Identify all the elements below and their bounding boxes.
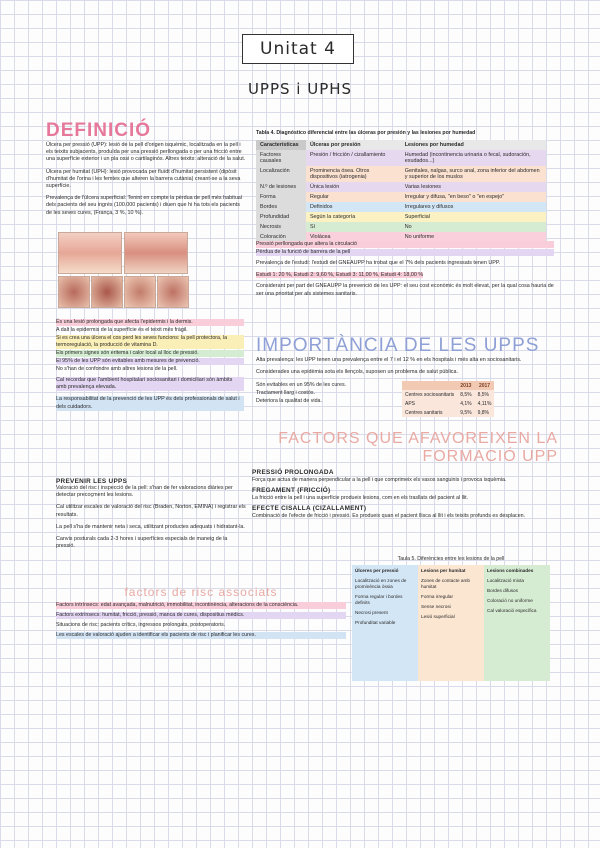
- colored-table-cell: Necrosi present: [355, 610, 388, 615]
- definicio-section: [46, 120, 246, 222]
- table-4-cell: Presión / fricción / cizallamiento: [306, 150, 401, 166]
- risc-line: Factors intrínsecs: edat avançada, malnutrició, immobilitat, incontinència, alteracions de la consciència.: [56, 602, 346, 609]
- skin-photo: [124, 276, 156, 308]
- prevenir-heading: PREVENIR LES UPPS: [56, 478, 128, 485]
- stats-cell: 4,1%: [457, 399, 474, 408]
- table-4-cell: Regular: [306, 192, 401, 202]
- table-4-cell: Superficial: [401, 212, 546, 222]
- skin-photo: [58, 276, 90, 308]
- stats-cell: APS: [402, 399, 457, 408]
- factor-item: [252, 505, 558, 520]
- factors-heading: FACTORS QUE AFAVOREIXEN LA FORMACIÓ UPP: [278, 430, 558, 465]
- stats-cell: 9,5%: [457, 408, 474, 417]
- table-4-cell: Profundidad: [256, 212, 306, 222]
- center-block: [256, 240, 554, 303]
- table-4-cell: N.º de lesiones: [256, 182, 306, 192]
- left-col-ambit: Cal recordar que l'ambient hospitalari sociosanitari i domiciliari són àmbits amb prevalença elevada.: [56, 377, 244, 391]
- definicio-p1: Úlcera per pressió (UPP): lesió de la pell d'origen isquèmic, localitzada en la pell i els teixits subjacents, produïda per una pressió perllongada o per una fricció entre una superfície exterior i un pla ossi o cartilaginós. Altres teixits: alteració de la salut.: [46, 142, 246, 163]
- table-4-header: Características: [256, 140, 306, 150]
- table-4-row: [256, 212, 546, 222]
- stats-header: 2013: [457, 381, 474, 390]
- table-4-cell: Localización: [256, 166, 306, 182]
- stats-cell: Centres sociosanitaris: [402, 390, 457, 399]
- table-4-caption: Tabla 4. Diagnóstico diferencial entre las úlceras por presión y las lesiones por humedad: [256, 130, 476, 136]
- table-4-grid: [256, 140, 546, 242]
- page-subtitle: UPPS i UPHS: [247, 80, 353, 98]
- table-4-cell: Varias lesiones: [401, 182, 546, 192]
- colored-table-cell: Localització en zones de prominència òssia: [355, 578, 407, 589]
- table-4-cell: Única lesión: [306, 182, 401, 192]
- colored-table: [352, 556, 550, 681]
- table-4-cell: Necrosis: [256, 222, 306, 232]
- prevenir-p: Cal utilitzar escales de valoració del risc (Braden, Norton, EMINA) i registrar els resultats.: [56, 504, 246, 518]
- importancia-bullet: Són evitables en un 95% de les cures.: [256, 382, 347, 389]
- left-col-bullet: Si es crea una úlcera el cos perd les seves funcions: la pell protectora, la termoregulació, la producció de vitamina D.: [56, 335, 244, 349]
- importancia-section: [256, 335, 554, 417]
- table-4-cell: Irregulares y difusos: [401, 202, 546, 212]
- left-col-bullet: A dalt la epidermis de la superfície és el teixit més fràgil.: [56, 327, 188, 333]
- colored-table-cell: Localització mixta: [487, 578, 524, 583]
- prevenir-p: Canvis posturals cada 2-3 hores i superfícies especials de maneig de la pressió.: [56, 536, 228, 550]
- table-4-cell: No: [401, 222, 546, 232]
- importancia-bullet: Deteriora la qualitat de vida.: [256, 398, 322, 405]
- stats-cell: Centres sanitaris: [402, 408, 457, 417]
- table-4-cell: Prominencia ósea. Otros dispositivos (iatrogenia): [306, 166, 401, 182]
- colored-table-cell: Forma regular i bordes definits: [355, 594, 403, 605]
- stats-cell: 4,11%: [475, 399, 495, 408]
- left-col-bullet: És una lesió prolongada que afecta l'epidermis i la dermis.: [56, 319, 244, 326]
- colored-table-col: [352, 565, 418, 681]
- importancia-heading: IMPORTÀNCIA DE LES UPPS: [256, 335, 540, 356]
- factor-text: Combinació de l'efecte de fricció i pressió. Es produeix quan el pacient llisca al llit i els teixits profunds es desplacen.: [252, 513, 526, 519]
- prevenir-p: Valoració del risc i inspecció de la pell: s'han de fer valoracions diàries per detectar precoçment les lesions.: [56, 485, 233, 499]
- risc-line: Factors extrínsecs: humitat, fricció, pressió, manca de cures, dispositius mèdics.: [56, 612, 346, 619]
- table-4-cell: Factores causales: [256, 150, 306, 166]
- skin-photo: [91, 276, 123, 308]
- center-p2: Considerant per part del GNEAUPP la prevenció de les UPP: el seu cost econòmic és molt elevat, per la qual cosa hauria de ser una prioritat per als sistemes sanitaris.: [256, 283, 554, 297]
- stats-header: [402, 381, 457, 390]
- factor-title: EFECTE CISALLA (CIZALLAMENT): [252, 505, 367, 512]
- colored-table-cell: Lesió superficial: [421, 614, 455, 619]
- table-4-cell: Irregular y difusa, "en beso" o "en espejo": [401, 192, 546, 202]
- stats-table: [402, 381, 494, 417]
- factor-item: [252, 487, 558, 502]
- prevenir-section: [56, 478, 246, 555]
- stats-row: [402, 408, 494, 417]
- left-col-bullet: No s'han de confondre amb altres lesions de la pell.: [56, 366, 178, 372]
- table-4-row: [256, 166, 546, 182]
- importancia-p1: Alta prevalença: les UPP tenen una prevalença entre el 7 i el 12 % en els hospitals i més alta en sociosanitaris.: [256, 357, 522, 363]
- colored-table-cell: Coloració no uniforme: [487, 598, 533, 603]
- colored-table-cell: Lesions combinades: [487, 568, 534, 573]
- factor-text: La fricció entre la pell i una superfície produeix lesions, com en els trasllats del pacient al llit.: [252, 495, 469, 501]
- colored-table-cell: Cal valoració específica: [487, 608, 537, 613]
- importancia-p2: Considerades una epidèmia sota els llençols, suposen un problema de salut pública.: [256, 369, 458, 376]
- definicio-heading: DEFINICIÓ: [46, 120, 152, 141]
- stats-header: 2017: [475, 381, 495, 390]
- stats-cell: 9,8%: [475, 408, 495, 417]
- factor-title: PRESSIÓ PROLONGADA: [252, 469, 334, 476]
- table-4-header: Úlceras por presión: [306, 140, 401, 150]
- colored-table-cell: Úlceres per pressió: [355, 568, 399, 573]
- center-line: Pèrdua de la funció de barrera de la pell: [256, 249, 554, 256]
- table-4-row: [256, 150, 546, 166]
- left-col-bullet: El 95% de les UPP són evitables amb mesures de prevenció.: [56, 358, 244, 365]
- colored-table-cell: Profunditat variable: [355, 620, 396, 625]
- center-p1: Prevalença de l'estudi: l'estudi del GNEAUPP ha trobat que el 7% dels pacients ingressats tenen UPP.: [256, 260, 501, 266]
- table-4-cell: Violácea: [306, 232, 401, 242]
- factor-text: Força que actua de manera perpendicular a la pell i que comprimeix els vasos sanguinis i provoca isquèmia.: [252, 477, 507, 483]
- table-4-row: [256, 182, 546, 192]
- table-4-cell: Sí: [306, 222, 401, 232]
- skin-photo: [157, 276, 189, 308]
- table-4-cell: Bordes: [256, 202, 306, 212]
- table-4-cell: No uniforme: [401, 232, 546, 242]
- skin-images: [58, 232, 188, 308]
- skin-diagram-image: [124, 232, 188, 274]
- risc-line: Les escales de valoració ajuden a identificar els pacients de risc i planificar les cures.: [56, 632, 346, 639]
- factor-item: [252, 469, 558, 484]
- factors-section: [240, 430, 558, 523]
- colored-table-col: [418, 565, 484, 681]
- colored-table-cell: Lesions per humitat: [421, 568, 466, 573]
- colored-table-cell: Forma irregular: [421, 594, 454, 599]
- stats-cell: 8,5%: [457, 390, 474, 399]
- table-4-row: [256, 202, 546, 212]
- colored-table-caption: Taula 5. Diferències entre les lesions de la pell: [397, 556, 505, 562]
- center-highlight: Estudi 1: 20 %, Estudi 2: 9,60 %, Estudi 3: 11,00 %, Estudi 4: 18,00 %: [256, 272, 424, 279]
- table-4-header: Lesiones por humedad: [401, 140, 546, 150]
- definicio-p3: Prevalença de l'úlcera superficial: Tenint en compte la pèrdua de pell més habitual dels pacients del seu ingrés (100.000 pacients) i diuen que hi ha tots els pacients de les seves cures, (França, 3 %, 10 %).: [46, 195, 243, 216]
- page-title: Unitat 4: [242, 34, 354, 64]
- colored-table-cell: Bordes difusos: [487, 588, 519, 593]
- table-4-cell: Según la categoría: [306, 212, 401, 222]
- left-column: [56, 318, 244, 416]
- table-4-cell: Definidos: [306, 202, 401, 212]
- factor-title: FREGAMENT (FRICCIÓ): [252, 487, 331, 494]
- factors-risc-heading: factors de risc associats: [124, 585, 278, 599]
- importancia-bullet: Tractament llarg i costós.: [256, 390, 315, 397]
- center-line: Pressió perllongada que altera la circulació: [256, 241, 554, 248]
- risc-line: Situacions de risc: pacients crítics, ingressos prolongats, postoperatoris.: [56, 622, 226, 628]
- stats-row: [402, 390, 494, 399]
- colored-table-cell: Sense necrosi: [421, 604, 451, 609]
- table-4: [256, 130, 546, 242]
- definicio-p2: Úlcera per humitat (UPH): lesió provocada per fluïdt d'humitat persistent (dipòsit d'humitat de l'orina i les femtes que alteren la barrera cutània) creant-se a la seva superfície.: [46, 168, 241, 190]
- table-4-cell: Forma: [256, 192, 306, 202]
- colored-table-cell: Zones de contacte amb humitat: [421, 578, 470, 589]
- table-4-cell: Coloración: [256, 232, 306, 242]
- colored-table-col: [484, 565, 550, 681]
- table-4-cell: Genitales, nalgas, surco anal, zona inferior del abdomen y superior de los muslos: [401, 166, 546, 182]
- table-4-cell: Humedad (incontinencia urinaria o fecal, sudoración, exudados...): [401, 150, 546, 166]
- stats-cell: 8,5%: [475, 390, 495, 399]
- left-col-bloc: La responsabilitat de la prevenció de les UPP és dels professionals de salut i dels cuidadors.: [56, 396, 244, 410]
- factors-risc-section: [56, 585, 346, 640]
- prevenir-p: La pell s'ha de mantenir neta i seca, utilitzant productes adequats i hidratant-la.: [56, 523, 245, 530]
- table-4-row: [256, 222, 546, 232]
- table-4-row: [256, 192, 546, 202]
- left-col-bullet: Els primers signes són eritema i calor local al lloc de pressió.: [56, 350, 244, 357]
- skin-diagram-image: [58, 232, 122, 274]
- stats-row: [402, 399, 494, 408]
